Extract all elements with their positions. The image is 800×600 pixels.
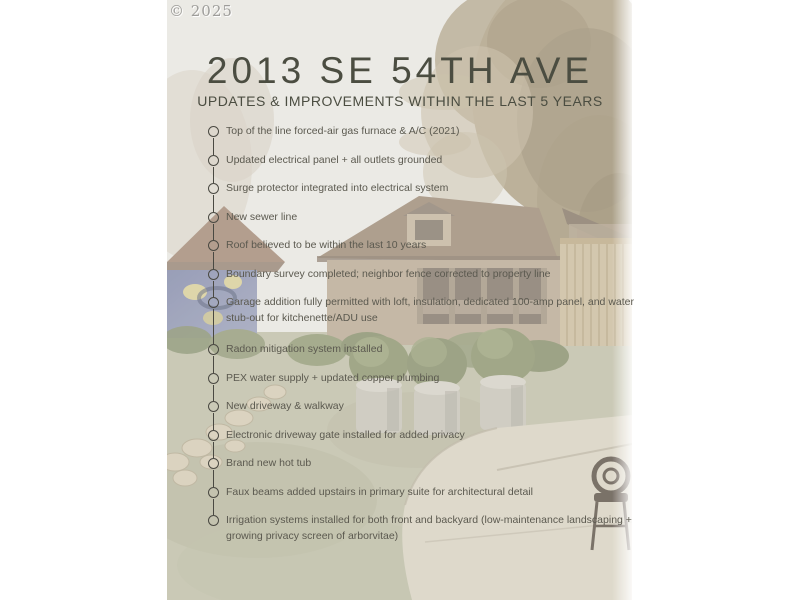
timeline-connector xyxy=(213,309,214,344)
item-label: Electronic driveway gate installed for added privacy xyxy=(226,428,465,441)
bullet-circle-icon xyxy=(208,487,219,498)
bullet-circle-icon xyxy=(208,212,219,223)
item-label: Brand new hot tub xyxy=(226,457,312,469)
timeline-item xyxy=(208,238,648,254)
item-label: Roof believed to be within the last 10 years xyxy=(226,239,427,251)
copyright-watermark: © 2025 xyxy=(169,2,233,20)
timeline-item xyxy=(208,485,648,501)
timeline-item xyxy=(208,342,648,358)
timeline-item xyxy=(208,399,648,415)
bullet-circle-icon xyxy=(208,240,219,251)
page-subtitle: UPDATES & IMPROVEMENTS WITHIN THE LAST 5 YEARS xyxy=(197,92,603,109)
item-label: New sewer line xyxy=(226,210,298,223)
bullet-circle-icon xyxy=(208,297,219,308)
item-label: Garage addition fully permitted with loft, insulation, dedicated 100-amp panel, and water stub-out for kitchenette/ADU use xyxy=(226,296,634,324)
timeline-item xyxy=(208,295,648,326)
page-title: 2013 SE 54TH AVE xyxy=(206,50,594,91)
timeline-item xyxy=(208,153,648,169)
item-label: Updated electrical panel + all outlets grounded xyxy=(226,153,443,166)
item-label: Surge protector integrated into electrical system xyxy=(226,182,449,194)
timeline-item xyxy=(208,371,648,387)
bullet-circle-icon xyxy=(208,401,219,412)
bullet-circle-icon xyxy=(208,515,219,526)
timeline xyxy=(208,124,648,557)
timeline-item xyxy=(208,181,648,197)
item-label: Radon mitigation system installed xyxy=(226,343,383,355)
timeline-item xyxy=(208,267,648,283)
timeline-list xyxy=(208,124,648,544)
timeline-item xyxy=(208,124,648,140)
timeline-item xyxy=(208,456,648,472)
bullet-circle-icon xyxy=(208,155,219,166)
item-label: PEX water supply + updated copper plumbing xyxy=(226,371,440,384)
bullet-circle-icon xyxy=(208,344,219,355)
bullet-circle-icon xyxy=(208,458,219,469)
item-label: Boundary survey completed; neighbor fence corrected to property line xyxy=(226,267,551,280)
item-label: Irrigation systems installed for both front and backyard (low-maintenance landscaping + growing privacy screen of arborvitae) xyxy=(226,514,632,542)
timeline-item xyxy=(208,513,648,544)
bullet-circle-icon xyxy=(208,183,219,194)
item-label: Faux beams added upstairs in primary suite for architectural detail xyxy=(226,485,533,498)
bullet-circle-icon xyxy=(208,126,219,137)
item-label: New driveway & walkway xyxy=(226,400,344,412)
bullet-circle-icon xyxy=(208,373,219,384)
timeline-item xyxy=(208,210,648,226)
bullet-circle-icon xyxy=(208,430,219,441)
timeline-item xyxy=(208,428,648,444)
item-label: Top of the line forced-air gas furnace & A/C (2021) xyxy=(226,125,460,137)
header xyxy=(0,52,800,109)
bullet-circle-icon xyxy=(208,269,219,280)
